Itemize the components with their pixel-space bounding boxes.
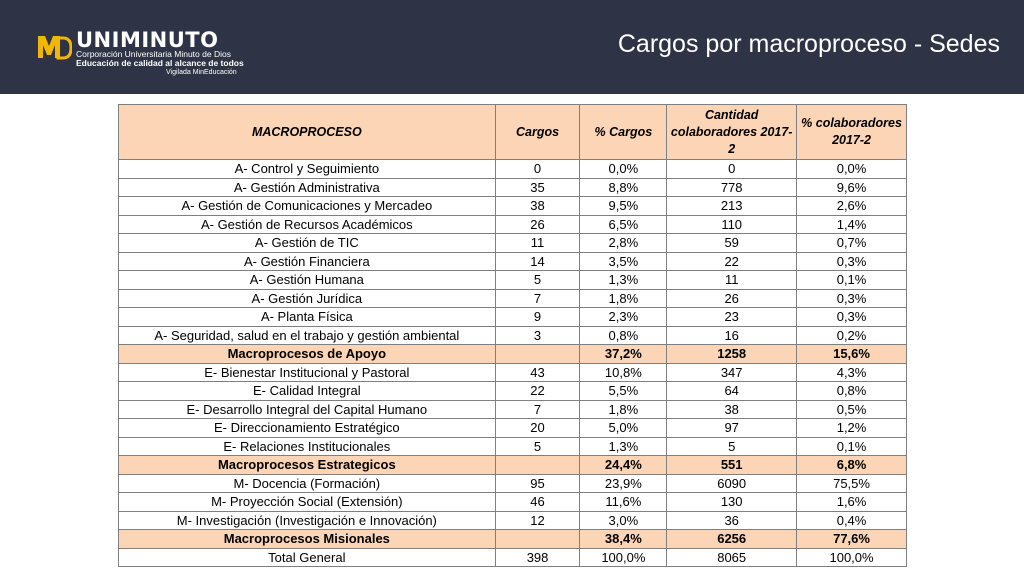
- cell-cargos: [495, 530, 580, 549]
- cell-pct-cargos: 1,3%: [580, 437, 667, 456]
- cell-pct-cargos: 23,9%: [580, 474, 667, 493]
- table-body: [119, 160, 907, 567]
- cell-colaboradores: 16: [667, 326, 797, 345]
- cell-cargos: 38: [495, 197, 580, 216]
- cell-cargos: [495, 456, 580, 475]
- table-row: [119, 271, 907, 290]
- cell-pct-colaboradores: 6,8%: [797, 456, 907, 475]
- cell-cargos: 0: [495, 160, 580, 179]
- cell-colaboradores: 5: [667, 437, 797, 456]
- cell-colaboradores: 6090: [667, 474, 797, 493]
- md-logo-icon: [36, 28, 72, 64]
- cell-pct-cargos: 1,8%: [580, 289, 667, 308]
- cell-pct-cargos: 8,8%: [580, 178, 667, 197]
- cell-cargos: 398: [495, 548, 580, 567]
- cell-pct-cargos: 37,2%: [580, 345, 667, 364]
- cell-cargos: 7: [495, 289, 580, 308]
- cell-macroproceso: A- Control y Seguimiento: [119, 160, 496, 179]
- cell-macroproceso: A- Gestión Jurídica: [119, 289, 496, 308]
- cell-macroproceso: A- Gestión de TIC: [119, 234, 496, 253]
- cell-pct-cargos: 0,8%: [580, 326, 667, 345]
- cell-cargos: 7: [495, 400, 580, 419]
- cell-cargos: 11: [495, 234, 580, 253]
- cell-pct-colaboradores: 1,2%: [797, 419, 907, 438]
- table-row: [119, 419, 907, 438]
- subtotal-row: [119, 456, 907, 475]
- cell-pct-colaboradores: 0,7%: [797, 234, 907, 253]
- cell-colaboradores: 347: [667, 363, 797, 382]
- cell-pct-colaboradores: 0,3%: [797, 252, 907, 271]
- table-row: [119, 215, 907, 234]
- cell-macroproceso: E- Calidad Integral: [119, 382, 496, 401]
- cell-macroproceso: A- Planta Física: [119, 308, 496, 327]
- logo-tagline-2: Educación de calidad al alcance de todos: [76, 58, 244, 68]
- table-row: [119, 160, 907, 179]
- cell-macroproceso: Macroprocesos Estrategicos: [119, 456, 496, 475]
- cell-colaboradores: 778: [667, 178, 797, 197]
- cell-pct-colaboradores: 75,5%: [797, 474, 907, 493]
- cell-pct-cargos: 6,5%: [580, 215, 667, 234]
- cell-colaboradores: 38: [667, 400, 797, 419]
- table-row: [119, 289, 907, 308]
- cell-colaboradores: 0: [667, 160, 797, 179]
- table-row: [119, 511, 907, 530]
- subtotal-row: [119, 345, 907, 364]
- cell-pct-cargos: 24,4%: [580, 456, 667, 475]
- table-row: [119, 493, 907, 512]
- cell-macroproceso: A- Gestión Administrativa: [119, 178, 496, 197]
- macroprocess-table: [118, 104, 907, 567]
- cell-colaboradores: 64: [667, 382, 797, 401]
- cell-pct-colaboradores: 1,6%: [797, 493, 907, 512]
- cell-pct-colaboradores: 4,3%: [797, 363, 907, 382]
- cell-pct-colaboradores: 0,5%: [797, 400, 907, 419]
- cell-pct-colaboradores: 0,3%: [797, 308, 907, 327]
- cell-cargos: 22: [495, 382, 580, 401]
- cell-pct-cargos: 5,0%: [580, 419, 667, 438]
- table-row: [119, 474, 907, 493]
- cell-pct-cargos: 3,5%: [580, 252, 667, 271]
- cell-pct-colaboradores: 0,0%: [797, 160, 907, 179]
- cell-cargos: 46: [495, 493, 580, 512]
- cell-colaboradores: 213: [667, 197, 797, 216]
- table-row: [119, 382, 907, 401]
- header-pct-cargos: % Cargos: [580, 105, 667, 160]
- cell-cargos: 43: [495, 363, 580, 382]
- table-row: [119, 308, 907, 327]
- cell-pct-cargos: 11,6%: [580, 493, 667, 512]
- cell-colaboradores: 26: [667, 289, 797, 308]
- header-macroproceso: MACROPROCESO: [119, 105, 496, 160]
- subtotal-row: [119, 530, 907, 549]
- cell-pct-colaboradores: 2,6%: [797, 197, 907, 216]
- cell-colaboradores: 59: [667, 234, 797, 253]
- cell-macroproceso: E- Relaciones Institucionales: [119, 437, 496, 456]
- table-row: [119, 197, 907, 216]
- cell-cargos: 35: [495, 178, 580, 197]
- cell-pct-cargos: 3,0%: [580, 511, 667, 530]
- cell-macroproceso: Total General: [119, 548, 496, 567]
- cell-colaboradores: 8065: [667, 548, 797, 567]
- cell-macroproceso: E- Desarrollo Integral del Capital Humano: [119, 400, 496, 419]
- cell-macroproceso: A- Seguridad, salud en el trabajo y gestión ambiental: [119, 326, 496, 345]
- cell-pct-colaboradores: 9,6%: [797, 178, 907, 197]
- cell-pct-cargos: 38,4%: [580, 530, 667, 549]
- table-row: [119, 326, 907, 345]
- cell-colaboradores: 97: [667, 419, 797, 438]
- table-row: [119, 437, 907, 456]
- cell-colaboradores: 110: [667, 215, 797, 234]
- cell-colaboradores: 23: [667, 308, 797, 327]
- cell-colaboradores: 551: [667, 456, 797, 475]
- cell-cargos: 9: [495, 308, 580, 327]
- cell-pct-colaboradores: 0,1%: [797, 437, 907, 456]
- cell-colaboradores: 36: [667, 511, 797, 530]
- cell-pct-colaboradores: 0,4%: [797, 511, 907, 530]
- header-pct-colaboradores: % colaboradores 2017-2: [797, 105, 907, 160]
- cell-pct-cargos: 0,0%: [580, 160, 667, 179]
- cell-cargos: 3: [495, 326, 580, 345]
- cell-pct-colaboradores: 0,2%: [797, 326, 907, 345]
- table-row: [119, 548, 907, 567]
- cell-colaboradores: 6256: [667, 530, 797, 549]
- cell-macroproceso: A- Gestión de Comunicaciones y Mercadeo: [119, 197, 496, 216]
- cell-cargos: 5: [495, 437, 580, 456]
- cell-pct-cargos: 1,3%: [580, 271, 667, 290]
- cell-macroproceso: E- Bienestar Institucional y Pastoral: [119, 363, 496, 382]
- cell-macroproceso: M- Investigación (Investigación e Innovación): [119, 511, 496, 530]
- cell-macroproceso: Macroprocesos de Apoyo: [119, 345, 496, 364]
- table-row: [119, 234, 907, 253]
- cell-colaboradores: 130: [667, 493, 797, 512]
- table-header-row: [119, 105, 907, 160]
- cell-cargos: [495, 345, 580, 364]
- cell-macroproceso: A- Gestión Humana: [119, 271, 496, 290]
- cell-cargos: 14: [495, 252, 580, 271]
- cell-pct-cargos: 9,5%: [580, 197, 667, 216]
- cell-cargos: 12: [495, 511, 580, 530]
- cell-macroproceso: Macroprocesos Misionales: [119, 530, 496, 549]
- cell-macroproceso: A- Gestión Financiera: [119, 252, 496, 271]
- cell-cargos: 26: [495, 215, 580, 234]
- cell-pct-colaboradores: 1,4%: [797, 215, 907, 234]
- cell-macroproceso: M- Proyección Social (Extensión): [119, 493, 496, 512]
- cell-cargos: 95: [495, 474, 580, 493]
- header-cargos: Cargos: [495, 105, 580, 160]
- cell-pct-colaboradores: 0,8%: [797, 382, 907, 401]
- header-bar: [0, 0, 1024, 94]
- uniminuto-logo: [36, 24, 244, 78]
- cell-pct-colaboradores: 100,0%: [797, 548, 907, 567]
- cell-cargos: 20: [495, 419, 580, 438]
- cell-pct-cargos: 2,3%: [580, 308, 667, 327]
- cell-pct-cargos: 5,5%: [580, 382, 667, 401]
- logo-tagline-3: Vigilada MinEducación: [166, 69, 237, 76]
- cell-macroproceso: M- Docencia (Formación): [119, 474, 496, 493]
- logo-tagline-1: Corporación Universitaria Minuto de Dios: [76, 49, 231, 59]
- cell-macroproceso: E- Direccionamiento Estratégico: [119, 419, 496, 438]
- header-cantidad-colaboradores: Cantidad colaboradores 2017-2: [667, 105, 797, 160]
- logo-name: UNIMINUTO: [76, 28, 219, 52]
- table-row: [119, 363, 907, 382]
- cell-pct-cargos: 100,0%: [580, 548, 667, 567]
- cell-pct-cargos: 10,8%: [580, 363, 667, 382]
- cell-pct-colaboradores: 0,3%: [797, 289, 907, 308]
- cell-pct-colaboradores: 15,6%: [797, 345, 907, 364]
- cell-cargos: 5: [495, 271, 580, 290]
- cell-pct-colaboradores: 0,1%: [797, 271, 907, 290]
- table-row: [119, 400, 907, 419]
- cell-pct-cargos: 2,8%: [580, 234, 667, 253]
- table-row: [119, 252, 907, 271]
- cell-macroproceso: A- Gestión de Recursos Académicos: [119, 215, 496, 234]
- page-title: Cargos por macroproceso - Sedes: [617, 30, 1000, 58]
- cell-pct-colaboradores: 77,6%: [797, 530, 907, 549]
- cell-colaboradores: 1258: [667, 345, 797, 364]
- cell-colaboradores: 22: [667, 252, 797, 271]
- cell-pct-cargos: 1,8%: [580, 400, 667, 419]
- cell-colaboradores: 11: [667, 271, 797, 290]
- table-row: [119, 178, 907, 197]
